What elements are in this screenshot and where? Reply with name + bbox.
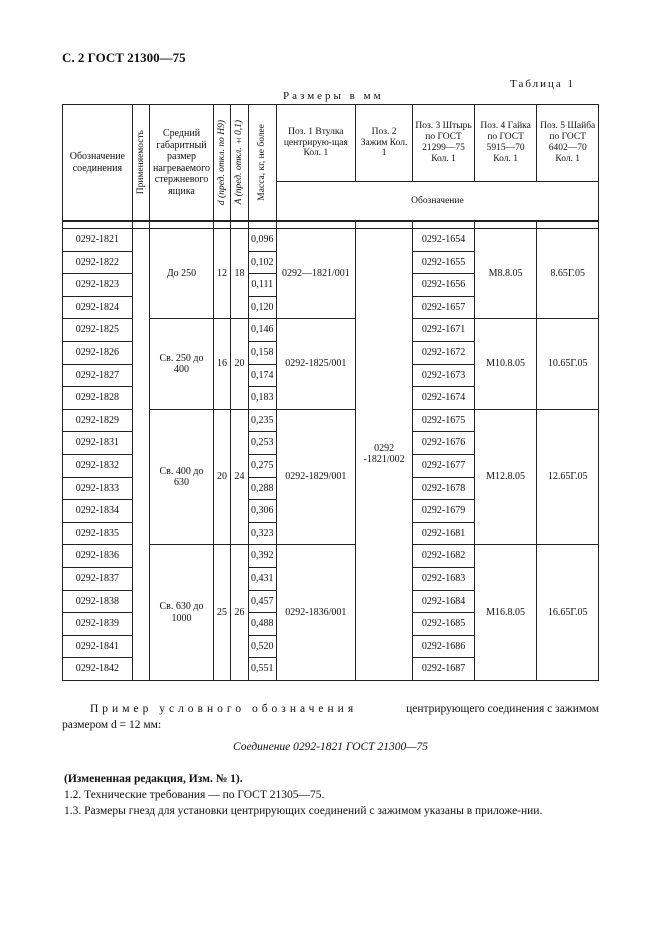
col-header-a: A (пред. откл. ±0,1) — [231, 105, 248, 222]
designation-cell: 0292-1824 — [63, 296, 133, 319]
mass-cell: 0,457 — [248, 590, 276, 613]
mass-cell: 0,096 — [248, 229, 276, 252]
pin-cell: 0292-1677 — [413, 454, 475, 477]
washer-cell: 16.65Г.05 — [537, 545, 599, 681]
designation-cell: 0292-1833 — [63, 477, 133, 500]
mass-cell: 0,158 — [248, 341, 276, 364]
col-header-applicability: Применяемость — [132, 105, 149, 222]
col-header-pos5: Поз. 5 Шайба по ГОСТ 6402—70 Кол. 1 — [537, 105, 599, 182]
designation-cell: 0292-1828 — [63, 387, 133, 410]
pin-cell: 0292-1684 — [413, 590, 475, 613]
pin-cell: 0292-1655 — [413, 251, 475, 274]
col-header-d: d (пред. откл. по H9) — [213, 105, 230, 222]
d-cell: 25 — [213, 545, 230, 681]
example-line2: размером d = 12 мм: — [62, 719, 162, 731]
a-cell: 24 — [231, 409, 248, 545]
washer-cell: 8.65Г.05 — [537, 229, 599, 319]
pin-cell: 0292-1685 — [413, 613, 475, 636]
washer-cell: 12.65Г.05 — [537, 409, 599, 545]
mass-cell: 0,102 — [248, 251, 276, 274]
mass-cell: 0,520 — [248, 635, 276, 658]
mass-cell: 0,488 — [248, 613, 276, 636]
mass-cell: 0,120 — [248, 296, 276, 319]
sleeve-cell: 0292-1836/001 — [276, 545, 355, 681]
nut-cell: М10.8.05 — [474, 319, 537, 409]
designation-cell: 0292-1837 — [63, 567, 133, 590]
mass-cell: 0,288 — [248, 477, 276, 500]
designation-cell: 0292-1825 — [63, 319, 133, 342]
applicability-cell — [132, 229, 149, 681]
nut-cell: М16.8.05 — [474, 545, 537, 681]
pin-cell: 0292-1654 — [413, 229, 475, 252]
pin-cell: 0292-1673 — [413, 364, 475, 387]
pin-cell: 0292-1678 — [413, 477, 475, 500]
d-cell: 16 — [213, 319, 230, 409]
paragraph-1-2: 1.2. Технические требования — по ГОСТ 21305—75. — [64, 789, 325, 801]
nut-cell: М8.8.05 — [474, 229, 537, 319]
dimensions-table — [62, 104, 599, 681]
designation-cell: 0292-1835 — [63, 522, 133, 545]
example-lead: Пример условного обозначения — [90, 703, 358, 715]
example-formula: Соединение 0292-1821 ГОСТ 21300—75 — [233, 741, 428, 753]
designation-cell: 0292-1829 — [63, 409, 133, 432]
pin-cell: 0292-1676 — [413, 432, 475, 455]
designation-cell: 0292-1839 — [63, 613, 133, 636]
revision-note: (Измененная редакция, Изм. № 1). — [64, 773, 243, 785]
pin-cell: 0292-1672 — [413, 341, 475, 364]
sizes-label: Размеры в мм — [283, 90, 384, 102]
size-cell: Св. 250 до 400 — [150, 319, 214, 409]
designation-cell: 0292-1836 — [63, 545, 133, 568]
designation-cell: 0292-1831 — [63, 432, 133, 455]
mass-cell: 0,253 — [248, 432, 276, 455]
pin-cell: 0292-1657 — [413, 296, 475, 319]
mass-cell: 0,306 — [248, 500, 276, 523]
col-header-pos2: Поз. 2 Зажим Кол. 1 — [355, 105, 412, 182]
example-rest: центрирующего соединения с зажимом — [406, 703, 599, 715]
designation-cell: 0292-1821 — [63, 229, 133, 252]
mass-cell: 0,183 — [248, 387, 276, 410]
designation-cell: 0292-1827 — [63, 364, 133, 387]
pin-cell: 0292-1679 — [413, 500, 475, 523]
size-cell: Св. 630 до 1000 — [150, 545, 214, 681]
pin-cell: 0292-1682 — [413, 545, 475, 568]
clamp-cell: 0292 -1821/002 — [355, 229, 412, 681]
a-cell: 26 — [231, 545, 248, 681]
washer-cell: 10.65Г.05 — [537, 319, 599, 409]
designation-cell: 0292-1832 — [63, 454, 133, 477]
pin-cell: 0292-1671 — [413, 319, 475, 342]
mass-cell: 0,111 — [248, 274, 276, 297]
size-cell: До 250 — [150, 229, 214, 319]
sleeve-cell: 0292—1821/001 — [276, 229, 355, 319]
pin-cell: 0292-1681 — [413, 522, 475, 545]
table-label: Таблица 1 — [510, 78, 576, 90]
example-paragraph — [62, 701, 599, 717]
mass-cell: 0,174 — [248, 364, 276, 387]
designation-cell: 0292-1842 — [63, 658, 133, 681]
pin-cell: 0292-1683 — [413, 567, 475, 590]
col-header-pos4: Поз. 4 Гайка по ГОСТ 5915—70 Кол. 1 — [474, 105, 537, 182]
d-cell: 20 — [213, 409, 230, 545]
a-cell: 20 — [231, 319, 248, 409]
paragraph-1-3: 1.3. Размеры гнезд для установки центрирующих соединений с зажимом указаны в приложе-нии. — [64, 805, 543, 817]
pin-cell: 0292-1686 — [413, 635, 475, 658]
designation-cell: 0292-1822 — [63, 251, 133, 274]
mass-cell: 0,551 — [248, 658, 276, 681]
designation-cell: 0292-1838 — [63, 590, 133, 613]
col-header-pos3: Поз. 3 Штырь по ГОСТ 21299—75 Кол. 1 — [413, 105, 475, 182]
mass-cell: 0,146 — [248, 319, 276, 342]
mass-cell: 0,323 — [248, 522, 276, 545]
d-cell: 12 — [213, 229, 230, 319]
designation-cell: 0292-1841 — [63, 635, 133, 658]
page-title: С. 2 ГОСТ 21300—75 — [62, 50, 186, 65]
col-header-mass: Масса, кг, не более — [248, 105, 276, 222]
nut-cell: М12.8.05 — [474, 409, 537, 545]
pin-cell: 0292-1656 — [413, 274, 475, 297]
sleeve-cell: 0292-1825/001 — [276, 319, 355, 409]
sleeve-cell: 0292-1829/001 — [276, 409, 355, 545]
mass-cell: 0,275 — [248, 454, 276, 477]
mass-cell: 0,392 — [248, 545, 276, 568]
col-header-avg-size: Средний габаритный размер нагреваемого стержневого ящика — [150, 105, 214, 222]
col-header-oboznachenie: Обозначение — [276, 182, 598, 222]
designation-cell: 0292-1823 — [63, 274, 133, 297]
size-cell: Св. 400 до 630 — [150, 409, 214, 545]
mass-cell: 0,431 — [248, 567, 276, 590]
pin-cell: 0292-1675 — [413, 409, 475, 432]
pin-cell: 0292-1687 — [413, 658, 475, 681]
designation-cell: 0292-1834 — [63, 500, 133, 523]
col-header-designation: Обозначение соединения — [63, 105, 133, 222]
mass-cell: 0,235 — [248, 409, 276, 432]
col-header-pos1: Поз. 1 Втулка центрирую-щая Кол. 1 — [276, 105, 355, 182]
table-row — [63, 229, 599, 252]
a-cell: 18 — [231, 229, 248, 319]
designation-cell: 0292-1826 — [63, 341, 133, 364]
pin-cell: 0292-1674 — [413, 387, 475, 410]
